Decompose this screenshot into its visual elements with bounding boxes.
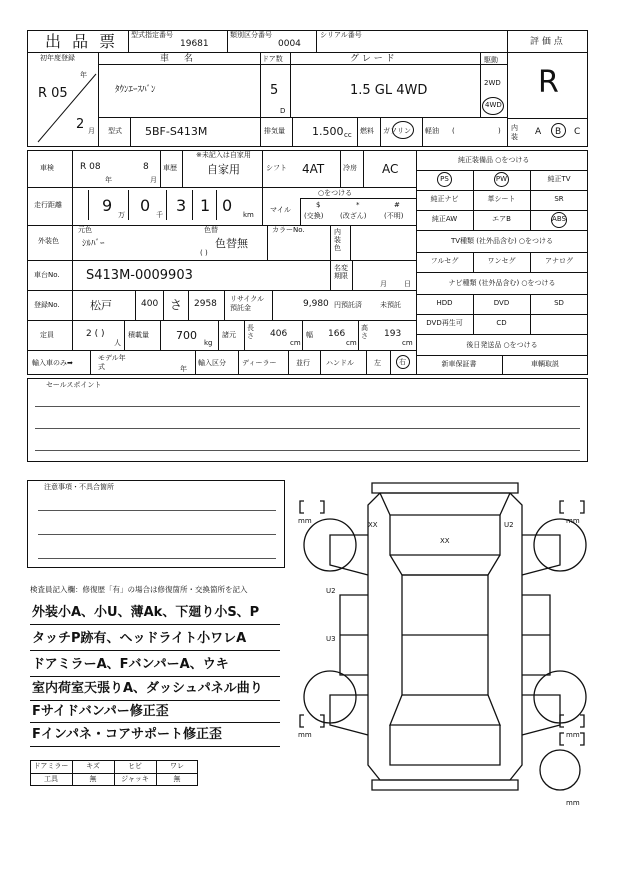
- mark-xx-2: XX: [440, 537, 450, 545]
- use-note: ※未記入は自家用: [196, 151, 251, 159]
- class-no-label: 類別区分番号: [230, 31, 272, 39]
- drive-label: 駆動: [484, 56, 498, 64]
- first-reg-year: R 05: [38, 86, 68, 101]
- mileage-digit-1: 9: [102, 196, 113, 215]
- equip-aw: 純正AW: [431, 215, 458, 223]
- mm-rr: mm: [566, 731, 580, 739]
- reg-class: 400: [141, 299, 159, 309]
- equip-title: 純正装備品 ○をつける: [458, 156, 530, 164]
- length: 406: [270, 329, 288, 339]
- ac: AC: [382, 162, 399, 176]
- name-label: 車 名: [160, 54, 199, 64]
- door-type: D: [280, 107, 286, 115]
- inspector-line-4: 室内荷室天張りA、ダッシュパネル曲り: [32, 681, 263, 696]
- docs-manual: 車輌取説: [531, 360, 559, 368]
- mileage-digit-2: 0: [140, 196, 151, 215]
- inspector-line-3: ドアミラーA、FバンパーA、ウキ: [32, 657, 229, 672]
- class-no: 0004: [278, 39, 301, 49]
- grade-col-label: グ レ ー ド: [350, 54, 395, 64]
- equip-navi: 純正ナビ: [430, 195, 459, 203]
- doors: 5: [270, 83, 279, 98]
- capacity-label: 定員: [40, 331, 54, 339]
- recycle-unit: 円預託済: [334, 301, 362, 309]
- inspector-line-5: Fサイドバンパー修正歪: [32, 704, 169, 719]
- height: 193: [384, 329, 402, 339]
- form-title: 出 品 票: [45, 32, 119, 51]
- interior-color-label: 内装色: [334, 228, 341, 252]
- man: 万: [118, 211, 125, 219]
- grade-label: 評 価 点: [530, 37, 563, 47]
- equip-pw: PW: [495, 175, 508, 183]
- insp-year: 年: [105, 176, 112, 184]
- drive-2wd: 2WD: [484, 79, 501, 87]
- damage-v-3: 無: [173, 775, 181, 783]
- damage-h-crack: ヒビ: [128, 762, 142, 770]
- inspection: R 08: [80, 162, 101, 172]
- tv-one: ワンセグ: [487, 257, 516, 265]
- sen: 千: [156, 211, 163, 219]
- equip-sr: SR: [554, 195, 564, 203]
- shift: 4AT: [302, 162, 325, 176]
- vehicle-name: ﾀｳﾝｴｰｽﾊﾞﾝ: [115, 85, 156, 95]
- mm-fl: mm: [298, 517, 312, 525]
- dealer: ディーラー: [242, 359, 277, 367]
- navi-title: ナビ種類 (社外品含む) ○をつける: [448, 279, 556, 287]
- light-oil-paren-open: (: [452, 127, 455, 135]
- equip-abs: ABS: [552, 215, 566, 223]
- displacement-label: 排気量: [264, 127, 285, 135]
- tv-full: フルセグ: [430, 257, 459, 265]
- import-label: 輸入車のみ➡: [32, 359, 73, 367]
- model-year-label: モデル年式: [98, 354, 126, 371]
- mile-label: マイル: [270, 206, 291, 214]
- tv-analog: アナログ: [545, 257, 573, 265]
- mm-spare: mm: [566, 799, 580, 805]
- equip-tv: 純正TV: [547, 175, 571, 183]
- grade-detail: 1.5 GL 4WD: [350, 83, 428, 98]
- damage-h-scratch: キズ: [86, 762, 100, 770]
- mileage-label: 走行距離: [34, 201, 62, 209]
- orig-color: ｼﾙﾊﾞｰ: [82, 239, 105, 249]
- tamper-mark: *: [356, 201, 360, 209]
- kg: kg: [204, 339, 213, 347]
- width: 166: [328, 329, 346, 339]
- inspector-line-2: タッチP跡有、ヘッドライト小ワレA: [32, 631, 247, 646]
- interior-a: A: [535, 127, 542, 137]
- reg-label: 登録No.: [34, 301, 60, 309]
- notes-frame: [27, 480, 285, 568]
- length-cm: cm: [290, 339, 301, 347]
- damage-h-mirror: ドアミラー: [33, 762, 69, 770]
- fuel: ガソリン: [383, 127, 411, 135]
- drive-4wd: 4WD: [485, 101, 502, 109]
- mm-rl: mm: [298, 731, 312, 739]
- width-label: 幅: [306, 331, 313, 339]
- chassis: S413M-0009903: [86, 268, 193, 283]
- inspector-line-1: 外装小A、小U、薄Ak、下廻り小S、P: [32, 605, 260, 620]
- exchange-mark: $: [316, 201, 321, 209]
- parallel: 並行: [296, 359, 310, 367]
- inspector-line-6: Fインパネ・コアサポート修正歪: [32, 727, 222, 742]
- docs-title: 後日発送品 ○をつける: [466, 341, 538, 349]
- handle-right: 右: [399, 358, 406, 366]
- dims-label: 諸元: [222, 331, 236, 339]
- navi-cd: CD: [496, 319, 507, 327]
- model: 5BF-S413M: [145, 125, 208, 138]
- type-no: 19681: [180, 39, 209, 49]
- inspection-label: 車検: [40, 164, 54, 172]
- mileage-digit-3: 3: [176, 196, 187, 215]
- person: 人: [114, 339, 121, 347]
- cc: cc: [344, 131, 352, 139]
- mm-fr: mm: [566, 517, 580, 525]
- mileage-digit-5: 0: [222, 196, 233, 215]
- km: km: [243, 211, 254, 219]
- mark-xx-1: XX: [368, 521, 378, 529]
- exchange: (交換): [304, 212, 324, 220]
- tv-title: TV種類 (社外品含む) ○をつける: [450, 237, 554, 245]
- orig-color-label: 元色: [78, 226, 92, 234]
- color-no-label: カラーNo.: [272, 226, 305, 234]
- equip-airbag: エアB: [492, 215, 511, 223]
- chassis-label: 車台No.: [34, 271, 60, 279]
- serial-label: シリアル番号: [320, 31, 362, 39]
- recycle-label: リサイクル預託金: [230, 295, 265, 312]
- length-label: 長さ: [247, 324, 254, 340]
- unknown-mark: #: [394, 201, 400, 209]
- mileage-digit-4: 1: [200, 196, 211, 215]
- light-oil-paren-close: ): [498, 127, 501, 135]
- nc-day: 日: [404, 280, 411, 288]
- inspector-label: 検査員記入欄：修復歴「有」の場合は修復箇所・交換箇所を記入: [30, 585, 248, 594]
- navi-hdd: HDD: [436, 299, 453, 307]
- docs-warranty: 新車保証書: [441, 360, 477, 368]
- width-cm: cm: [346, 339, 357, 347]
- navi-sd: SD: [554, 299, 564, 307]
- load: 700: [176, 329, 197, 342]
- navi-dvd: DVD: [493, 299, 510, 307]
- navi-dvd-play: DVD再生可: [426, 319, 463, 327]
- reg-num: 2958: [194, 299, 217, 309]
- light-oil: 軽油: [425, 127, 439, 135]
- handle-left: 左: [374, 359, 381, 367]
- capacity: 2 ( ): [86, 329, 105, 339]
- type-no-label: 型式指定番号: [131, 31, 173, 39]
- sales-label: セールスポイント: [46, 381, 102, 389]
- mark-u3: U3: [326, 635, 336, 643]
- recycle: 9,980: [303, 299, 329, 309]
- unknown: (不明): [384, 212, 404, 220]
- model-year-unit: 年: [180, 365, 187, 373]
- nc-month: 月: [380, 280, 387, 288]
- reg-area: 松戸: [90, 299, 112, 312]
- vehicle-diagram: [290, 475, 600, 805]
- damage-v-tool: 工具: [44, 775, 58, 783]
- use-label: 車歴: [163, 164, 177, 172]
- ac-label: 冷房: [343, 164, 357, 172]
- insp-month-val: 8: [143, 162, 149, 172]
- tamper: (改ざん): [340, 212, 367, 220]
- displacement: 1.500: [312, 125, 344, 138]
- height-cm: cm: [402, 339, 413, 347]
- fuel-label: 燃料: [360, 127, 374, 135]
- color-change-label: 色替: [204, 226, 218, 234]
- load-label: 積載量: [128, 331, 149, 339]
- mark-u2-1: U2: [504, 521, 514, 529]
- month-label: 月: [88, 127, 95, 135]
- damage-v-jack: ジャッキ: [121, 775, 149, 783]
- interior-label: 内装: [511, 124, 518, 141]
- interior-b: B: [555, 127, 562, 137]
- reg-kana: さ: [170, 298, 183, 312]
- equip-leather: 革シート: [487, 195, 516, 203]
- mark-note: ○をつける: [318, 189, 353, 197]
- model-label: 型式: [108, 127, 122, 135]
- shift-label: シフト: [266, 164, 287, 172]
- notes-label: 注意事項・不具合箇所: [44, 483, 114, 491]
- handle-label: ハンドル: [326, 359, 354, 367]
- first-reg-label: 初年度登録: [40, 54, 75, 62]
- doors-label: ドア数: [262, 55, 283, 63]
- damage-v-1: 無: [89, 775, 97, 783]
- recycle-no: 未預託: [380, 301, 401, 309]
- first-reg-month: 2: [76, 117, 85, 132]
- year-label: 年: [80, 71, 87, 79]
- height-label: 高さ: [361, 324, 368, 340]
- color-paren: ( ): [200, 249, 208, 257]
- color-change: 色替無: [215, 237, 248, 250]
- use: 自家用: [207, 163, 240, 176]
- insp-month: 月: [150, 176, 157, 184]
- interior-c: C: [574, 127, 581, 137]
- mark-u2-2: U2: [326, 587, 336, 595]
- grade-value: R: [538, 65, 559, 100]
- equip-ps: PS: [440, 175, 449, 183]
- damage-h-break: ワレ: [170, 762, 184, 770]
- exterior-label: 外装色: [38, 237, 59, 245]
- name-change-label: 名変期限: [334, 264, 348, 280]
- import-type-label: 輸入区分: [198, 359, 226, 367]
